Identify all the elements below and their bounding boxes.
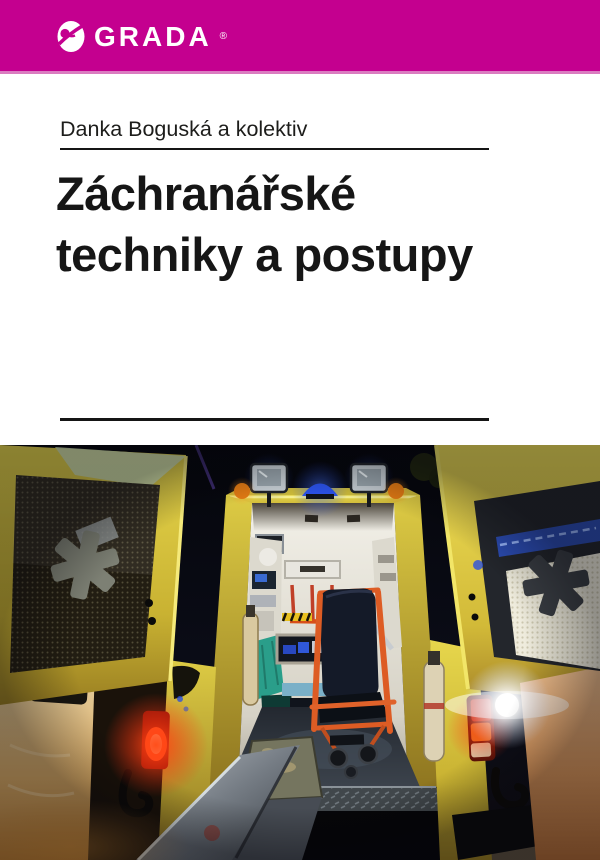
title-rule [60, 418, 489, 421]
publisher-bar [0, 0, 600, 74]
book-title-line-1: Záchranářské [56, 167, 356, 220]
light-effects [0, 445, 600, 860]
author-name: Danka Boguská a kolektiv [60, 117, 308, 141]
author-rule [60, 148, 489, 150]
ambulance-night-scene [0, 445, 600, 860]
registered-mark: ® [219, 30, 228, 42]
grada-leaf-icon [56, 20, 86, 53]
cover-photo [0, 445, 600, 860]
grada-logo [56, 20, 227, 53]
book-title-line-2: techniky a postupy [56, 228, 473, 281]
book-title [56, 163, 576, 285]
grada-logo-text: GRADA [94, 21, 212, 52]
